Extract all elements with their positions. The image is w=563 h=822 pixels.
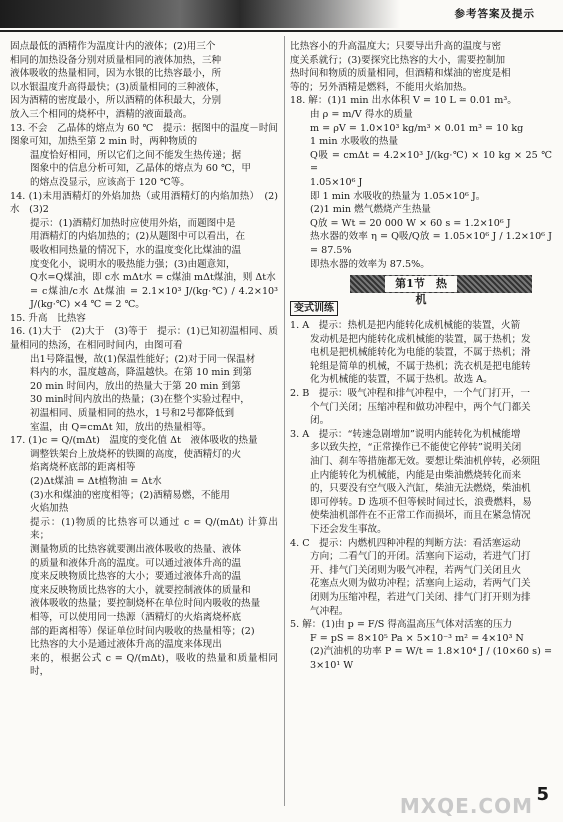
text-line: 17. (1)c = Q/(mΔt) 温度的变化值 Δt 液体吸收的热量 (10, 435, 258, 447)
text-line: 下还会发生事故。 (310, 524, 387, 535)
text-line: 比热容的大小是通过液体升高的温度来体现出 (30, 639, 222, 651)
text-line: 即热水器的效率为 87.5%。 (310, 258, 430, 270)
section-heading (290, 271, 552, 307)
text-line: 油门、刹车等措施都无效。要想让柴油机停转，必须阻 (310, 456, 541, 468)
text-line: 16. (1)大于 (2)大于 (3)等于 提示：(1)已知初温相同、质量相同的热汤，在相同时间内，由图可看 (10, 326, 278, 352)
text-line: 液体吸收的热量；要控制烧杯在单位时间内吸收的热量 (30, 598, 261, 610)
text-line: 2. B 提示：吸气冲程和排气冲程中，一个气门打开，一 (290, 388, 530, 400)
text-line: 提示：(1)物质的比热容可以通过 c = Q/(mΔt) 计算出来； (30, 516, 278, 542)
text-line: 放入三个相同的烧杯中，酒精的液面最高。 (10, 108, 193, 120)
text-line: 15. 升高 比热容 (10, 312, 86, 324)
variant-training-answers (290, 319, 552, 672)
text-line: 花塞点火则为做功冲程；活塞向上运动，若两气门关 (310, 578, 531, 590)
right-column (290, 40, 552, 673)
text-line: 4. C 提示：内燃机四种冲程的判断方法：看活塞运动 (290, 537, 521, 549)
text-line: 方向；二看气门的开闭。活塞向下运动，若进气门打 (310, 551, 531, 563)
text-line: 1.05×10⁶ J (310, 176, 363, 188)
text-line: 料内的水，温度越高，降温越快。在第 10 min 到第 (30, 367, 252, 379)
text-line: Q水=Q煤油，即 c水 mΔt水 = c煤油 mΔt煤油，则 Δt水 (30, 272, 276, 284)
text-line: 液体吸收的热量相同，因为水银的比热容最小，所 (10, 68, 222, 80)
text-line: 14. (1)未用酒精灯的外焰加热（或用酒精灯的内焰加热） (2)水 (3)2 (10, 190, 278, 216)
text-line: 5. 解：(1)由 p = F/S 得高温高压气体对活塞的压力 (290, 619, 513, 631)
text-line: (2)Δt煤油 = Δt植物油 = Δt水 (30, 476, 162, 487)
watermark: MXQE.COM (399, 794, 533, 819)
text-line: 化为机械能的装置，不属于热机。故选 A。 (310, 374, 493, 386)
text-line: 轮组是简单的机械，不属于热机；洗衣机是把电能转 (310, 360, 531, 372)
text-line: 开、排气门关闭则为吸气冲程，若两气门关闭且火 (310, 564, 522, 576)
text-line: 1. A 提示：热机是把内能转化成机械能的装置，火箭 (290, 320, 521, 332)
text-line: Q放 = Wt = 20 000 W × 60 s = 1.2×10⁶ J (310, 217, 511, 229)
text-line: 发动机是把内能转化成机械能的装置，属于热机；发 (310, 333, 531, 345)
text-line: 温度恰好相同，所以它们之间不能发生热传递；据 (30, 149, 242, 161)
text-line: F = pS = 8×10⁵ Pa × 5×10⁻³ m² = 4×10³ N (310, 632, 524, 644)
text-line: 焰离烧杯底部的距离相等 (30, 462, 136, 474)
text-line: 使柴油机部件在不正常工作而损坏，而且在紧急情况 (310, 510, 531, 522)
text-line: 因为酒精的密度最小，所以酒精的体积最大，分别 (10, 95, 222, 107)
text-line: 13. 不会 乙晶体的熔点为 60 ℃ 提示：据图中的温度－时间图象可知，加热至第 2 min 时，两种物质的 (10, 122, 279, 148)
text-line: 30 min时间内放出的热量；(3)在整个实验过程中， (30, 394, 250, 406)
text-line: 度来反映物质比热容的大小，就要控制液体的质量和 (30, 584, 251, 596)
header-banner-image (0, 0, 400, 28)
text-line: 热时间和物质的质量相同，但酒精和煤油的密度是相 (290, 68, 511, 80)
left-column (10, 40, 278, 679)
text-line: 用酒精灯的内焰加热的；(2)从题图中可以看出，在 (30, 231, 246, 243)
text-line: (3)水和煤油的密度相等；(2)酒精易燃，不能用 (30, 489, 230, 501)
text-line: 度来反映物质比热容的大小；要通过液体升高的温 (30, 571, 242, 583)
text-line: 多以致失控，“正常操作已不能使它停转”说明关闭 (310, 442, 522, 454)
text-line: Q吸 = cmΔt = 4.2×10³ J/(kg·℃) × 10 kg × 25 ℃ = (310, 149, 552, 175)
text-line: 电机是把机械能转化为电能的装置，不属于热机；滑 (310, 347, 531, 359)
answer-18-block (290, 40, 552, 271)
text-line: 1 min 水吸收的热量 (310, 136, 399, 148)
text-line: 的熔点没显示，应该高于 120 ℃等。 (30, 176, 190, 188)
text-line: 由 ρ = m/V 得水的质量 (310, 108, 413, 120)
text-line: 比热容小的升高温度大；只要导出升高的温度与密 (290, 41, 502, 52)
text-line: 以水银温度升高得最快；(3)质量相同的三种液体， (10, 81, 226, 93)
text-line: 度变化小，说明水的吸热能力强；(3)由题意知， (30, 258, 236, 270)
text-line: 相同的加热设备分别对质量相同的液体加热，三种 (10, 54, 222, 66)
header-rule (0, 30, 563, 32)
column-divider (284, 36, 285, 806)
text-line: 等的；另外酒精是燃料，不能用火焰加热。 (290, 81, 473, 93)
page-number: 5 (536, 784, 549, 806)
text-line: 室温，由 Q=cmΔt 知，放出的热量相等。 (30, 421, 212, 433)
text-line: 闭。 (310, 415, 330, 427)
text-line: 部的距离相等）保证单位时间内吸收的热量相等；(2) (30, 625, 255, 637)
text-line: 闭则为压缩冲程，若进气门关闭、排气门打开则为排 (310, 591, 531, 603)
text-line: 20 min 时间内，放出的热量大于第 20 min 到第 (30, 380, 241, 392)
section-title: 第1节 热 机 (385, 276, 457, 292)
text-line: 固点最低的酒精作为温度计内的液体；(2)用三个 (10, 41, 216, 52)
text-line: 3. A 提示：“转速急剧增加”说明内能转化为机械能增 (290, 428, 521, 440)
text-line: 火焰加热 (30, 503, 69, 515)
text-line: 度关系就行；(3)要探究比热容的大小，需要控制加 (290, 54, 506, 66)
text-line: 出1号降温慢，故(1)保温性能好；(2)对于同一保温材 (30, 353, 256, 365)
text-line: 18. 解：(1)1 min 出水体积 V = 10 L = 0.01 m³。 (290, 95, 517, 107)
text-line: 相等，可以使用同一热源（酒精灯的火焰离烧杯底 (30, 611, 242, 623)
text-line: 来的，根据公式 c = Q/(mΔt)，吸收的热量和质量相同时， (30, 652, 278, 678)
text-line: 热水器的效率 η = Q吸/Q放 = 1.05×10⁶ J / 1.2×10⁶ J = 87.5% (310, 231, 552, 256)
text-line: 个气门关闭；压缩冲程和做功冲程中，两个气门都关 (310, 401, 531, 413)
text-line: m = ρV = 1.0×10³ kg/m³ × 0.01 m³ = 10 kg (310, 122, 524, 134)
variant-training-label: 变式训练 (290, 301, 338, 316)
text-line: 的质量和液体升高的温度。可以通过液体升高的温 (30, 557, 242, 569)
text-line: 即 1 min 水吸收的热量为 1.05×10⁶ J。 (310, 190, 486, 202)
text-line: = c煤油/c水 Δt煤油 = 2.1×10³ J/(kg·℃) / 4.2×10³ J/(kg·℃) ×4 ℃ = 2 ℃。 (30, 285, 278, 311)
header-title: 参考答案及提示 (454, 8, 535, 20)
text-line: 调整铁架台上放烧杯的铁圈的高度，使酒精灯的火 (30, 448, 242, 460)
text-line: (2)汽油机的功率 P = W/t = 1.8×10⁴ J / (10×60 s) = 3×10¹ W (310, 646, 552, 671)
text-line: 的，只要没有空气吸入汽缸，柴油无法燃烧，柴油机 (310, 483, 531, 495)
text-line: 图象中的信息分析可知，乙晶体的熔点为 60 ℃，甲 (30, 163, 251, 175)
text-line: 提示：(1)酒精灯加热时应使用外焰，而题图中是 (30, 217, 236, 229)
text-line: (2)1 min 燃气燃烧产生热量 (310, 204, 431, 216)
text-line: 气冲程。 (310, 605, 349, 617)
page-header (0, 0, 563, 34)
text-line: 吸收相同热量的情况下，水的温度变化比煤油的温 (30, 244, 242, 256)
text-line: 初温相同、质量相同的热水，1号和2号都降低到 (30, 408, 235, 420)
text-line: 止内能转化为机械能，内能是由柴油燃烧转化而来 (310, 469, 522, 481)
text-line: 即可停转。D 选项不但等候时间过长，浪费燃料，易 (310, 496, 532, 508)
text-line: 测量物质的比热容就要测出液体吸收的热量、液体 (30, 543, 242, 555)
